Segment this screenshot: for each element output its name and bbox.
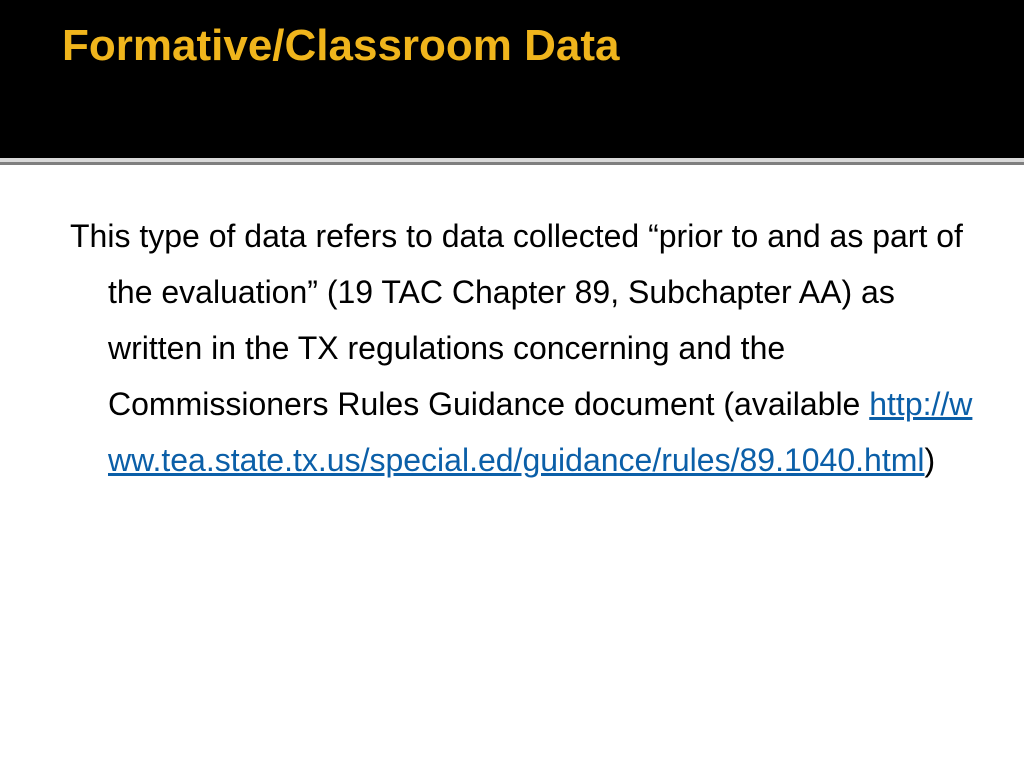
body-text-before-link: This type of data refers to data collected “prior to and as part of the evaluation” (19 TAC Chapter 89, Subchapter AA) as written in the TX regulations concerning and the Commissioners Rules Guidance document (available [70,218,963,422]
divider-dark [0,162,1024,165]
body-text-after-link: ) [924,442,936,478]
slide-title: Formative/Classroom Data [62,21,620,70]
body-paragraph [70,208,988,488]
title-bar [0,0,1024,158]
guidance-link[interactable]: http://www.tea.state.tx.us/special.ed/guidance/rules/89.1040.html [108,386,973,478]
